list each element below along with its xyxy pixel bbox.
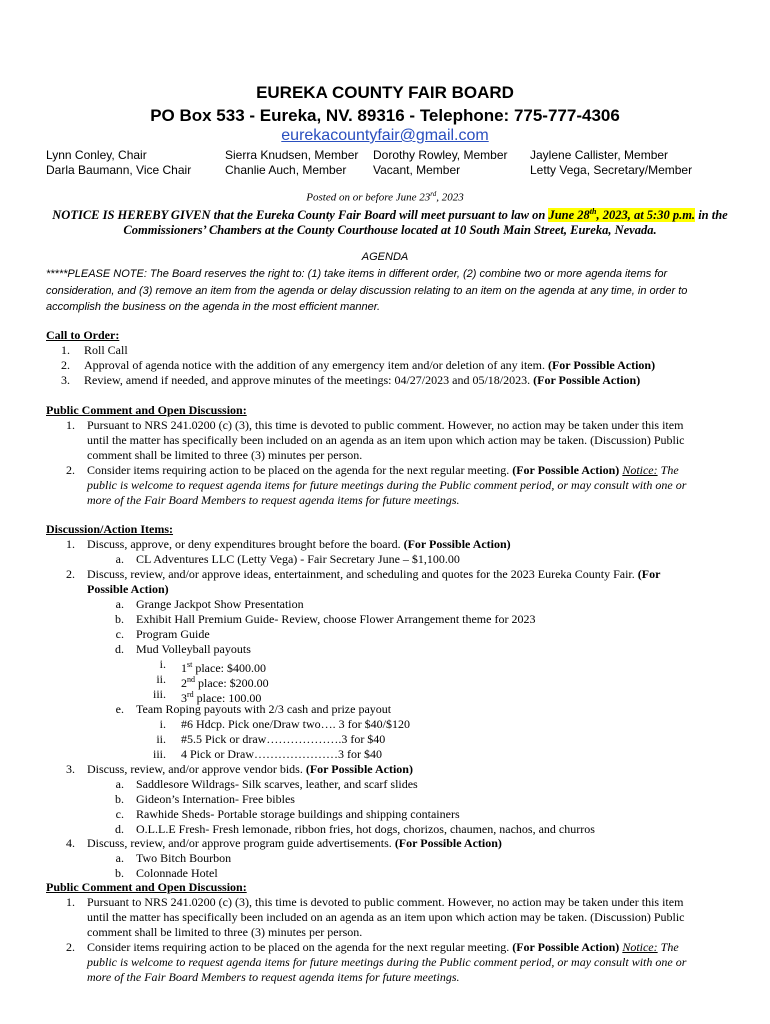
list-item: Review, amend if needed, and approve minutes of the meetings: 04/27/2023 and 05/18/2023. (For Possible Action): [84, 373, 641, 387]
member-name: Sierra Knudsen, Member: [225, 148, 359, 162]
posted-date: Posted on or before June 23rd, 2023: [306, 190, 464, 204]
members-col-4: [530, 148, 692, 178]
list-item: Discuss, review, and/or approve vendor bids. (For Possible Action): [87, 762, 413, 776]
list-item: Consider items requiring action to be placed on the agenda for the next regular meeting. (For Possible Action) Notice: The: [87, 940, 679, 954]
sub-number: c.: [115, 627, 124, 641]
please-note: *****PLEASE NOTE: The Board reserves the right to: (1) take items in different order, (2) combine two or more agenda items for consideration, and (3) remove an item from the agenda or delay discussion relating to an item on the agenda at any time, in order to accomplish the business on the agenda in the most efficient manner.: [46, 268, 688, 313]
member-name: Darla Baumann, Vice Chair: [46, 163, 192, 177]
email-link[interactable]: eurekacountyfair@gmail.com: [281, 127, 489, 144]
item-number: 1.: [66, 418, 75, 432]
discussion-heading: Discussion/Action Items:: [46, 522, 174, 536]
list-item: Discuss, review, and/or approve program guide advertisements. (For Possible Action): [87, 836, 502, 850]
member-name: Dorothy Rowley, Member: [373, 148, 508, 162]
payout-item: 3rd place: 100.00: [181, 690, 262, 705]
list-item: Approval of agenda notice with the addition of any emergency item and/or deletion of any item. (For Possible Action): [84, 358, 656, 372]
list-item: Roll Call: [84, 343, 128, 357]
agenda-heading: AGENDA: [361, 251, 409, 263]
item-number: 1.: [61, 343, 70, 357]
list-item-line: Pursuant to NRS 241.0200 (c) (3), this time is devoted to public comment. However, no action may be taken under this item: [87, 418, 684, 432]
sub-item: Mud Volleyball payouts: [136, 642, 251, 656]
sub-number: d.: [115, 822, 124, 836]
sub-number: b.: [115, 612, 124, 626]
item-number: 3.: [66, 762, 75, 776]
roman-number: iii.: [152, 687, 166, 701]
member-name: Vacant, Member: [373, 163, 461, 177]
sub-number: a.: [115, 552, 124, 566]
list-item-line: until the matter has specifically been included on an agenda as an item upon which action may be taken. (Discussion) Public: [87, 910, 685, 924]
roman-number: i.: [159, 657, 166, 671]
call-to-order-heading: Call to Order:: [46, 328, 120, 342]
sub-number: d.: [115, 642, 124, 656]
members-col-1: [46, 148, 191, 178]
list-item-line: public is welcome to request agenda items for future meetings during the Public comment period, or may consult with one or: [87, 478, 687, 492]
sub-item: Gideon’s Internation- Free bibles: [136, 792, 295, 806]
list-item-line: public is welcome to request agenda items for future meetings during the Public comment period, or may consult with one or: [87, 955, 687, 969]
list-item: Consider items requiring action to be placed on the agenda for the next regular meeting. (For Possible Action) Notice: The: [87, 463, 679, 477]
org-title: EUREKA COUNTY FAIR BOARD: [256, 83, 514, 102]
item-number: 2.: [66, 463, 75, 477]
list-item-line: comment shall be limited to three (3) minutes per person.: [87, 448, 363, 462]
list-item: Discuss, approve, or deny expenditures brought before the board. (For Possible Action): [87, 537, 511, 551]
item-number: 2.: [66, 567, 75, 581]
sub-item: Grange Jackpot Show Presentation: [136, 597, 304, 611]
list-item-line: until the matter has specifically been included on an agenda as an item upon which action may be taken. (Discussion) Public: [87, 433, 685, 447]
list-item-line: Possible Action): [87, 582, 169, 596]
item-number: 3.: [61, 373, 70, 387]
list-item-line: more of the Fair Board Members to request agenda items for future meetings.: [87, 493, 460, 507]
public-comment-heading: Public Comment and Open Discussion:: [46, 403, 247, 417]
org-email-line: [0, 127, 770, 145]
roman-number: iii.: [152, 747, 166, 761]
sub-item: Exhibit Hall Premium Guide- Review, choose Flower Arrangement theme for 2023: [136, 612, 536, 626]
payout-item: 4 Pick or Draw…………………3 for $40: [181, 747, 382, 761]
sub-number: b.: [115, 866, 124, 880]
list-item: Discuss, review, and/or approve ideas, entertainment, and scheduling and quotes for the 2023 Eureka County Fair. (For: [87, 567, 661, 581]
sub-number: a.: [115, 597, 124, 611]
meeting-date-highlight: June 28th, 2023, at 5:30 p.m.: [548, 207, 696, 223]
list-item-line: more of the Fair Board Members to request agenda items for future meetings.: [87, 970, 460, 984]
sub-item: Two Bitch Bourbon: [136, 851, 232, 865]
sub-number: b.: [115, 792, 124, 806]
item-number: 2.: [66, 940, 75, 954]
payout-item: #6 Hdcp. Pick one/Draw two…. 3 for $40/$120: [181, 717, 410, 731]
roman-number: ii.: [156, 672, 166, 686]
sub-item: Rawhide Sheds- Portable storage buildings and shipping containers: [136, 807, 460, 821]
payout-item: 2nd place: $200.00: [181, 675, 269, 690]
item-number: 2.: [61, 358, 70, 372]
item-number: 1.: [66, 537, 75, 551]
sub-number: c.: [115, 807, 124, 821]
sub-item: Program Guide: [136, 627, 210, 641]
member-name: Chanlie Auch, Member: [225, 163, 347, 177]
sub-number: a.: [115, 777, 124, 791]
item-number: 4.: [66, 836, 75, 850]
list-item-line: comment shall be limited to three (3) minutes per person.: [87, 925, 363, 939]
roman-number: ii.: [156, 732, 166, 746]
meeting-notice: NOTICE IS HEREBY GIVEN that the Eureka County Fair Board will meet pursuant to law on June 28th, 2023, at 5:30 p.m. in the Commissioners’ Chambers at the County Courthouse located at 10 South Main Street, Eureka, Nevada.: [52, 207, 728, 238]
member-name: Jaylene Callister, Member: [530, 148, 669, 162]
sub-item: Saddlesore Wildrags- Silk scarves, leather, and scarf slides: [136, 777, 418, 791]
public-comment-heading-2: Public Comment and Open Discussion:: [46, 880, 247, 894]
sub-item: O.L.L.E Fresh- Fresh lemonade, ribbon fries, hot dogs, chorizos, chaumen, nachos, and churros: [136, 822, 595, 836]
sub-item: Team Roping payouts with 2/3 cash and prize payout: [136, 702, 392, 716]
member-name: Lynn Conley, Chair: [46, 148, 147, 162]
sub-item: CL Adventures LLC (Letty Vega) - Fair Secretary June – $1,100.00: [136, 552, 460, 566]
member-name: Letty Vega, Secretary/Member: [530, 163, 693, 177]
members-col-2: [225, 148, 358, 178]
members-col-3: [373, 148, 507, 178]
list-item-line: Pursuant to NRS 241.0200 (c) (3), this time is devoted to public comment. However, no action may be taken under this item: [87, 895, 684, 909]
item-number: 1.: [66, 895, 75, 909]
sub-number: a.: [115, 851, 124, 865]
payout-item: #5.5 Pick or draw……………….3 for $40: [181, 732, 386, 746]
org-address: PO Box 533 - Eureka, NV. 89316 - Telephone: 775-777-4306: [150, 106, 620, 125]
payout-item: 1st place: $400.00: [181, 660, 266, 675]
sub-item: Colonnade Hotel: [136, 866, 218, 880]
roman-number: i.: [159, 717, 166, 731]
sub-number: e.: [115, 702, 124, 716]
